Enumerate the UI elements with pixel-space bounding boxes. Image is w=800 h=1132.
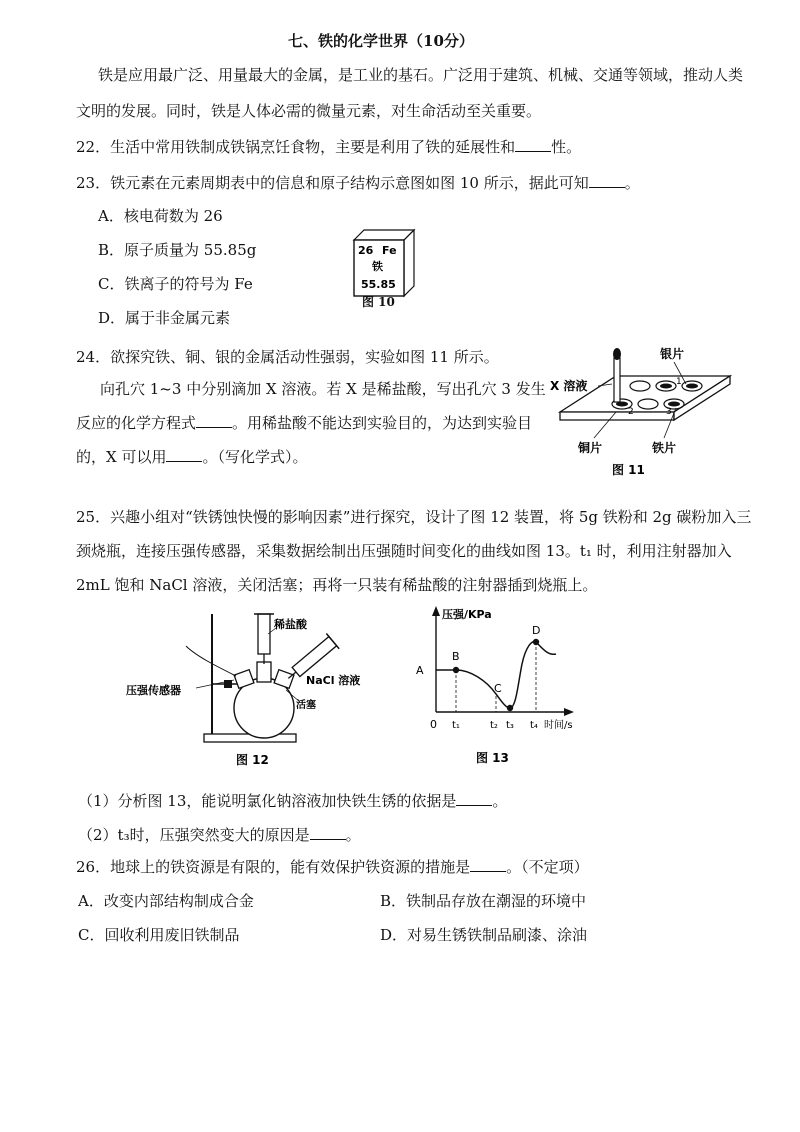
question-25-sub-2-text: （2）t₃时，压强突然变大的原因是 bbox=[78, 826, 310, 844]
figure-13-caption: 图 13 bbox=[476, 751, 509, 765]
question-24-line-3-suffix: 。用稀盐酸不能达到实验目的，为达到实验目 bbox=[232, 414, 533, 432]
question-26 bbox=[76, 856, 589, 877]
answer-blank-25-2[interactable] bbox=[310, 825, 346, 840]
figure-11-caption: 图 11 bbox=[612, 463, 645, 477]
graph-origin-label: 0 bbox=[430, 718, 437, 731]
question-25-sub-1-text: （1）分析图 13，能说明氯化钠溶液加快铁生锈的依据是 bbox=[78, 792, 457, 810]
q23-option-a: A．核电荷数为 26 bbox=[98, 207, 223, 225]
question-25-sub-2-suffix: 。 bbox=[345, 826, 361, 844]
question-23-text: 23．铁元素在元素周期表中的信息和原子结构示意图如图 10 所示，据此可知 bbox=[76, 174, 589, 192]
answer-blank-22[interactable] bbox=[515, 137, 551, 152]
q26-option-d: D．对易生锈铁制品刷漆、涂油 bbox=[380, 926, 588, 944]
question-24-line-4-suffix: 。（写化学式）。 bbox=[202, 448, 308, 466]
tick-t3-label: t₃ bbox=[506, 720, 514, 731]
point-a-label: A bbox=[416, 664, 424, 677]
question-24-line-4 bbox=[76, 446, 307, 467]
intro-line-2: 文明的发展。同时，铁是人体必需的微量元素，对生命活动至关重要。 bbox=[76, 102, 542, 120]
answer-blank-26[interactable] bbox=[470, 857, 506, 872]
question-24-line-3 bbox=[76, 412, 532, 433]
section-title: 七、铁的化学世界（10分） bbox=[288, 32, 474, 50]
copper-label: 铜片 bbox=[578, 441, 603, 455]
well-plate-figure bbox=[550, 340, 750, 478]
element-mass: 55.85 bbox=[361, 278, 396, 291]
q23-option-b: B．原子质量为 55.85g bbox=[98, 241, 257, 259]
question-26-text: 26．地球上的铁资源是有限的，能有效保护铁资源的措施是 bbox=[76, 858, 471, 876]
element-symbol: Fe bbox=[382, 244, 397, 257]
apparatus-figure bbox=[126, 606, 366, 768]
hole-2-label: 1 bbox=[676, 377, 682, 387]
graph-x-label: 时间/s bbox=[544, 720, 573, 731]
question-23-suffix: 。 bbox=[624, 174, 640, 192]
tick-t1-label: t₁ bbox=[452, 720, 460, 731]
question-24-line-1: 24．欲探究铁、铜、银的金属活动性强弱，实验如图 11 所示。 bbox=[76, 348, 499, 366]
q23-option-d: D．属于非金属元素 bbox=[98, 309, 231, 327]
question-22 bbox=[76, 136, 581, 157]
question-25-sub-2 bbox=[78, 824, 361, 845]
q26-option-b: B．铁制品存放在潮湿的环境中 bbox=[380, 892, 587, 910]
iron-label: 铁片 bbox=[652, 441, 677, 455]
graph-y-label: 压强/KPa bbox=[442, 608, 492, 621]
intro-line-1: 铁是应用最广泛、用量最大的金属，是工业的基石。广泛用于建筑、机械、交通等领域，推动人类 bbox=[98, 66, 744, 84]
question-24-line-4-text: 的，X 可以用 bbox=[76, 448, 167, 466]
q26-option-a: A．改变内部结构制成合金 bbox=[78, 892, 254, 910]
q26-option-c: C．回收利用废旧铁制品 bbox=[78, 926, 240, 944]
answer-blank-24b[interactable] bbox=[166, 447, 202, 462]
question-25-line-2: 颈烧瓶，连接压强传感器，采集数据绘制出压强随时间变化的曲线如图 13。t₁ 时，利用注射器加入 bbox=[76, 542, 732, 560]
pressure-graph bbox=[408, 604, 588, 770]
question-25-sub-1-suffix: 。 bbox=[492, 792, 508, 810]
question-24-line-3-text: 反应的化学方程式 bbox=[76, 414, 197, 432]
element-number: 26 bbox=[358, 244, 374, 257]
answer-blank-25-1[interactable] bbox=[456, 791, 492, 806]
hole-3-label: 3 bbox=[666, 407, 672, 417]
question-22-suffix: 性。 bbox=[551, 138, 582, 156]
question-25-line-3: 2mL 饱和 NaCl 溶液，关闭活塞；再将一只装有稀盐酸的注射器插到烧瓶上。 bbox=[76, 576, 598, 594]
acid-label: 稀盐酸 bbox=[274, 618, 307, 631]
question-25-sub-1 bbox=[78, 790, 507, 811]
question-22-text: 22．生活中常用铁制成铁锅烹饪食物，主要是利用了铁的延展性和 bbox=[76, 138, 516, 156]
element-name: 铁 bbox=[372, 260, 383, 273]
point-b-label: B bbox=[452, 650, 460, 663]
x-solution-label: X 溶液 bbox=[550, 379, 588, 393]
valve-label: 活塞 bbox=[296, 700, 316, 711]
answer-blank-23[interactable] bbox=[589, 173, 625, 188]
q23-option-c: C．铁离子的符号为 Fe bbox=[98, 275, 253, 293]
tick-t2-label: t₂ bbox=[490, 720, 498, 731]
answer-blank-24a[interactable] bbox=[196, 413, 232, 428]
sensor-label: 压强传感器 bbox=[126, 684, 181, 697]
question-26-suffix: 。（不定项） bbox=[506, 858, 589, 876]
point-d-label: D bbox=[532, 624, 541, 637]
tick-t4-label: t₄ bbox=[530, 720, 538, 731]
question-23 bbox=[76, 172, 640, 193]
point-c-label: C bbox=[494, 682, 502, 695]
nacl-label: NaCl 溶液 bbox=[306, 674, 361, 687]
silver-label: 银片 bbox=[660, 347, 685, 361]
question-25-line-1: 25．兴趣小组对“铁锈蚀快慢的影响因素”进行探究，设计了图 12 装置，将 5g 铁粉和 2g 碳粉加入三 bbox=[76, 508, 752, 526]
question-24-line-2: 向孔穴 1~3 中分别滴加 X 溶液。若 X 是稀盐酸，写出孔穴 3 发生 bbox=[100, 380, 546, 398]
hole-1-label: 2 bbox=[628, 407, 634, 417]
figure-10-caption: 图 10 bbox=[362, 295, 395, 309]
figure-12-caption: 图 12 bbox=[236, 753, 269, 767]
